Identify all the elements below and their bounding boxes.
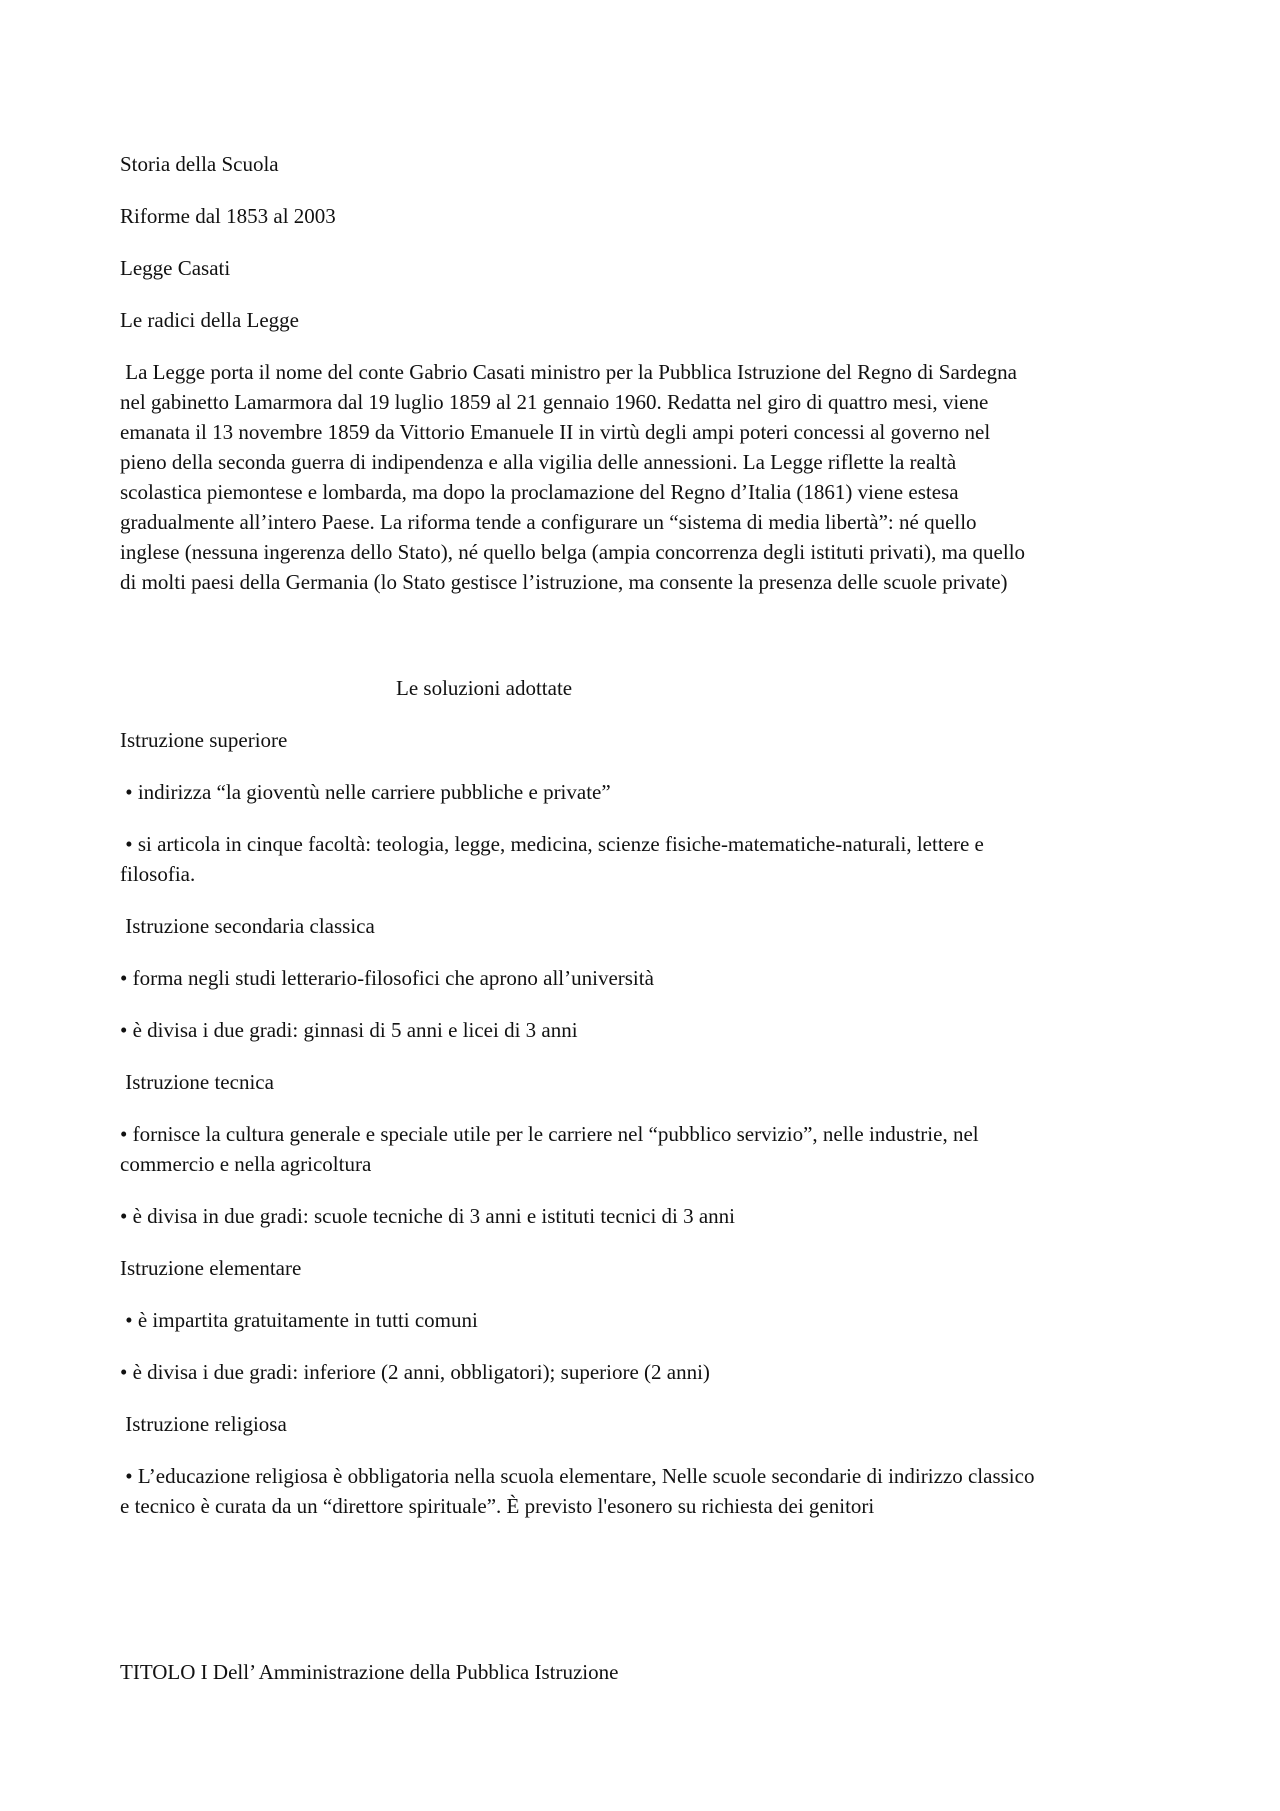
bullet-religiosa-1 <box>120 1461 1170 1521</box>
bullet-tecnica-2: • è divisa in due gradi: scuole tecniche di 3 anni e istituti tecnici di 3 anni <box>120 1204 736 1228</box>
law-name-heading: Legge Casati <box>120 256 231 280</box>
bullet-elementare-1: • è impartita gratuitamente in tutti comuni <box>120 1308 478 1332</box>
bullet-elementare-2: • è divisa i due gradi: inferiore (2 anni, obbligatori); superiore (2 anni) <box>120 1360 710 1384</box>
intro-line: pieno della seconda guerra di indipendenza e alla vigilia delle annessioni. La Legge riflette la realtà <box>120 450 957 474</box>
bullet-line: filosofia. <box>120 862 196 886</box>
bullet-classica-1: • forma negli studi letterario-filosofici che aprono all’università <box>120 966 654 990</box>
intro-line: inglese (nessuna ingerenza dello Stato), né quello belga (ampia concorrenza degli istituti privati), ma quello <box>120 540 1026 564</box>
bullet-line: • si articola in cinque facoltà: teologia, legge, medicina, scienze fisiche-matematiche-naturali, lettere e <box>120 832 984 856</box>
bullet-line: • fornisce la cultura generale e speciale utile per le carriere nel “pubblico servizio”, nelle industrie, nel <box>120 1122 979 1146</box>
bullet-line: commercio e nella agricoltura <box>120 1152 372 1176</box>
section-heading-tecnica: Istruzione tecnica <box>120 1070 274 1094</box>
bullet-line: • L’educazione religiosa è obbligatoria nella scuola elementare, Nelle scuole secondarie di indirizzo classico <box>120 1464 1035 1488</box>
section-heading-religiosa: Istruzione religiosa <box>120 1412 287 1436</box>
section-heading-classica: Istruzione secondaria classica <box>120 914 375 938</box>
intro-line: gradualmente all’intero Paese. La riforma tende a configurare un “sistema di media libertà”: né quello <box>120 510 977 534</box>
document-subtitle: Riforme dal 1853 al 2003 <box>120 204 336 228</box>
intro-line: La Legge porta il nome del conte Gabrio Casati ministro per la Pubblica Istruzione del Regno di Sardegna <box>120 360 1017 384</box>
bullet-classica-2: • è divisa i due gradi: ginnasi di 5 anni e licei di 3 anni <box>120 1018 578 1042</box>
intro-line: emanata il 13 novembre 1859 da Vittorio Emanuele II in virtù degli ampi poteri concessi al governo nel <box>120 420 991 444</box>
solutions-heading: Le soluzioni adottate <box>396 676 573 700</box>
section-heading-superiore: Istruzione superiore <box>120 728 288 752</box>
bullet-tecnica-1 <box>120 1119 1170 1179</box>
bullet-superiore-2 <box>120 829 1170 889</box>
bullet-line: e tecnico è curata da un “direttore spirituale”. È previsto l'esonero su richiesta dei genitori <box>120 1494 875 1518</box>
document-title: Storia della Scuola <box>120 152 279 176</box>
titolo-heading: TITOLO I Dell’ Amministrazione della Pubblica Istruzione <box>120 1660 619 1684</box>
bullet-superiore-1: • indirizza “la gioventù nelle carriere pubbliche e private” <box>120 780 611 804</box>
section-heading-elementare: Istruzione elementare <box>120 1256 302 1280</box>
intro-line: di molti paesi della Germania (lo Stato gestisce l’istruzione, ma consente la presenza delle scuole private) <box>120 570 1008 594</box>
intro-line: nel gabinetto Lamarmora dal 19 luglio 1859 al 21 gennaio 1960. Redatta nel giro di quattro mesi, viene <box>120 390 989 414</box>
intro-line: scolastica piemontese e lombarda, ma dopo la proclamazione del Regno d’Italia (1861) viene estesa <box>120 480 959 504</box>
roots-heading: Le radici della Legge <box>120 308 299 332</box>
intro-paragraph <box>120 357 1170 597</box>
